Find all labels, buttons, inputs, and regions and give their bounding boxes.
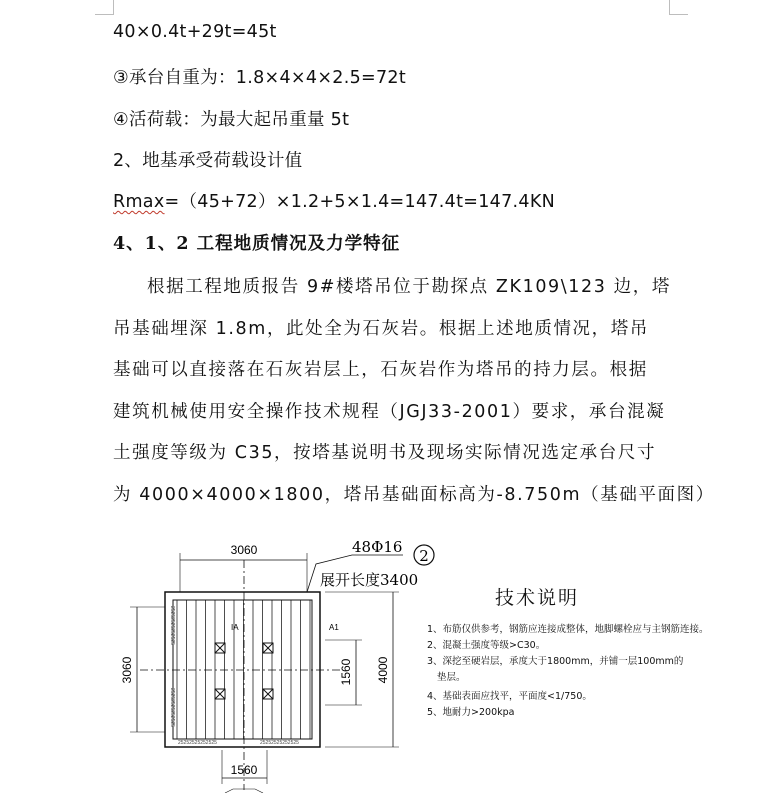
text-line-3: ④活荷载：为最大起吊重量 5t	[113, 110, 350, 130]
note-item-2: 2、混凝土强度等级>C30。	[427, 640, 546, 651]
rebar-spacing-left: 25252525252525	[169, 606, 175, 645]
rebar-spacing-bottom: 25252525252525	[260, 740, 299, 746]
note-item-4: 4、基础表面应找平，平面度<1/750。	[427, 691, 592, 702]
anchor-bolt	[215, 689, 225, 699]
paragraph-line-4: 建筑机械使用安全操作技术规程（JGJ33-2001）要求，承台混凝	[113, 402, 666, 422]
rmax-word: Rmax	[113, 192, 165, 212]
note-item-1: 1、布筋仅供参考，钢筋应连接成整体，地脚螺栓应与主钢筋连接。	[427, 624, 709, 635]
text-line-4: 2、地基承受荷载设计值	[113, 151, 303, 171]
rebar-spacing-left: 25252525252525	[169, 688, 175, 727]
unfold-length-label: 展开长度3400	[320, 571, 419, 589]
dim-top-label: 3060	[230, 543, 258, 557]
anchor-bolt	[263, 689, 273, 699]
paragraph-line-5: 土强度等级为 C35，按塔基说明书及现场实际情况选定承台尺寸	[113, 443, 657, 463]
label-a1: A1	[329, 623, 339, 632]
rebar-mark-number: 2	[419, 547, 429, 565]
paragraph-line-1: 根据工程地质报告 9#楼塔吊位于勘探点 ZK109\123 边，塔	[147, 277, 671, 297]
text-line-1: 40×0.4t+29t=45t	[113, 22, 277, 42]
paragraph-line-2: 吊基础埋深 1.8m，此处全为石灰岩。根据上述地质情况，塔吊	[113, 319, 649, 339]
note-item-3-continued: 垫层。	[437, 672, 466, 683]
paragraph-line-6: 为 4000×4000×1800，塔吊基础面标高为-8.750m（基础平面图）	[113, 485, 715, 505]
note-item-3: 3、深挖至硬岩层，承度大于1800mm，并铺一层100mm的	[427, 656, 684, 667]
rmax-formula: =（45+72）×1.2+5×1.4=147.4t=147.4KN	[164, 192, 555, 212]
dim-right-outer-label: 4000	[376, 656, 390, 684]
rebar-spacing-bottom: 25252525252525	[178, 740, 217, 746]
text-line-5	[113, 188, 555, 213]
notes-title: 技术说明	[495, 587, 580, 609]
dim-left-label: 3060	[120, 656, 134, 684]
page-corner-mark-left	[95, 0, 114, 15]
text-line-2: ③承台自重为：1.8×4×4×2.5=72t	[113, 68, 406, 88]
dim-right-inner-label: 1560	[339, 658, 353, 686]
section-heading: 4、1、2 工程地质情况及力学特征	[113, 234, 401, 254]
page-corner-mark-right	[669, 0, 688, 15]
paragraph-line-3: 基础可以直接落在石灰岩层上，石灰岩作为塔吊的持力层。根据	[113, 360, 648, 380]
rebar-count-label: 48Φ16	[352, 538, 403, 556]
note-item-5: 5、地耐力>200kpa	[427, 707, 515, 718]
anchor-bolt	[263, 643, 273, 653]
dim-bottom-label: 1560	[230, 763, 258, 777]
foundation-outline	[165, 592, 320, 747]
anchor-bolt	[215, 643, 225, 653]
label-ia: IA	[231, 623, 239, 632]
